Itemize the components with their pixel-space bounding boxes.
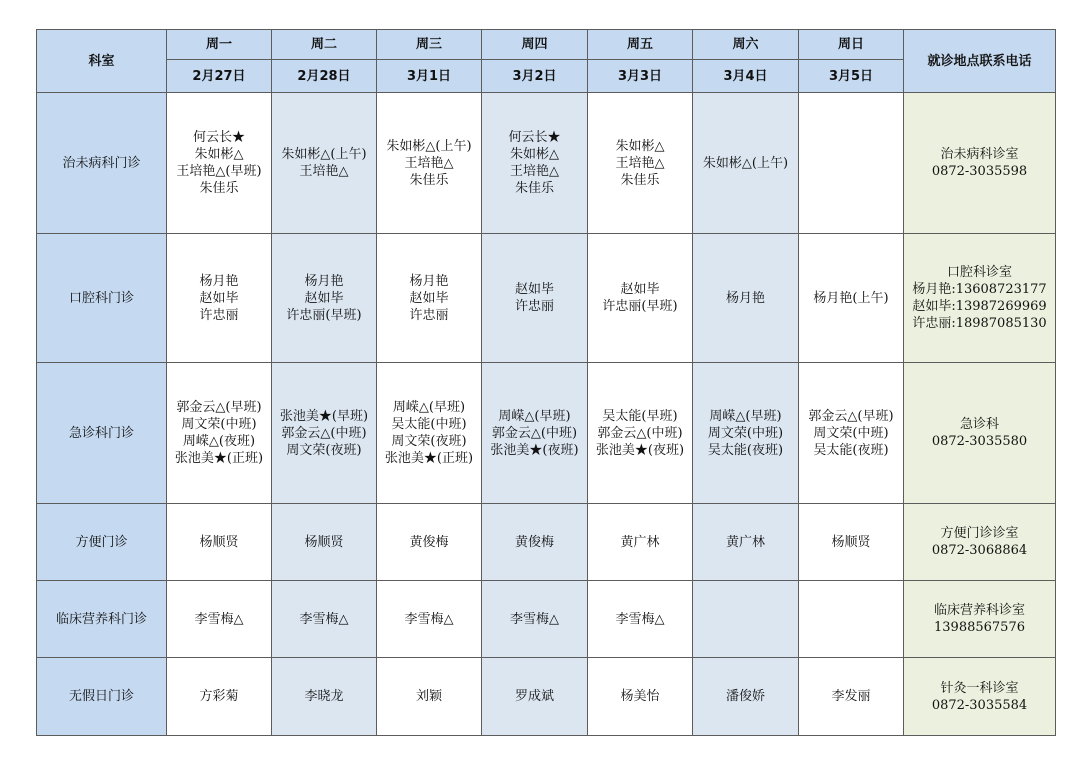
schedule-cell: [588, 363, 693, 504]
doctor-entry: 朱佳乐: [620, 172, 660, 188]
contact-line: 杨月艳:13608723177: [912, 282, 1047, 297]
schedule-cell: [272, 504, 377, 581]
contact-line: 0872-3068864: [931, 543, 1028, 558]
doctor-entry: 杨顺贤: [831, 534, 871, 550]
doctor-entry: 许忠丽: [409, 307, 449, 323]
schedule-cell: [799, 234, 904, 363]
doctor-entry: 朱如彬△: [194, 147, 244, 162]
doctor-entry: 杨月艳(上午): [813, 290, 889, 306]
schedule-cell: [377, 581, 482, 658]
contact-cell: [904, 581, 1056, 658]
dept-name-cell: 临床营养科门诊: [37, 581, 167, 658]
contact-line: 方便门诊诊室: [940, 526, 1019, 541]
doctor-entry: 张池美★(正班): [174, 451, 264, 466]
schedule-cell: [588, 504, 693, 581]
date-header: 3月1日: [377, 60, 482, 93]
doctor-entry: 王培艳△: [404, 155, 454, 171]
contact-line: 临床营养科诊室: [933, 603, 1025, 618]
dept-name-cell: 无假日门诊: [37, 658, 167, 736]
contact-line: 赵如毕:13987269969: [912, 299, 1047, 314]
schedule-cell: [693, 363, 799, 504]
doctor-entry: 周文荣(夜班): [286, 442, 362, 458]
date-header: 3月5日: [799, 60, 904, 93]
contact-line: 0872-3035584: [931, 697, 1028, 713]
doctor-entry: 朱佳乐: [199, 181, 239, 196]
schedule-cell: [693, 234, 799, 363]
schedule-cell: [377, 234, 482, 363]
doctor-entry: 李晓龙: [304, 689, 344, 704]
doctor-entry: 李雪梅△: [194, 611, 244, 627]
doctor-entry: 黄广林: [725, 534, 765, 550]
schedule-cell: [799, 581, 904, 658]
doctor-entry: 杨月艳: [725, 290, 765, 306]
doctor-entry: 朱如彬△(上午): [702, 155, 789, 171]
doctor-entry: 李雪梅△: [299, 611, 349, 627]
doctor-entry: 郭金云△(中班): [491, 425, 578, 441]
doctor-entry: 吴太能(夜班): [707, 442, 784, 458]
doctor-entry: 吴太能(早班): [602, 408, 678, 424]
doctor-entry: 何云长★: [508, 130, 561, 145]
table-row: [37, 504, 1056, 581]
dept-name-cell: 治未病科门诊: [37, 93, 167, 234]
schedule-cell: [588, 234, 693, 363]
doctor-entry: 刘颖: [415, 689, 442, 704]
weekday-header: 周三: [377, 30, 482, 60]
contact-line: 0872-3035598: [931, 164, 1028, 179]
doctor-entry: 李发丽: [831, 689, 871, 704]
doctor-entry: 王培艳△: [615, 155, 665, 171]
table-row: [37, 93, 1056, 234]
doctor-entry: 郭金云△(中班): [597, 425, 683, 441]
weekday-header: 周四: [482, 30, 588, 60]
schedule-cell: [799, 658, 904, 736]
dept-name-cell: 急诊科门诊: [37, 363, 167, 504]
table-row: [37, 658, 1056, 736]
schedule-cell: [482, 581, 588, 658]
schedule-cell: [377, 363, 482, 504]
doctor-entry: 许忠丽(早班): [602, 299, 678, 314]
schedule-cell: [272, 363, 377, 504]
doctor-entry: 王培艳△(早班): [176, 164, 262, 179]
schedule-cell: [167, 363, 272, 504]
doctor-entry: 许忠丽(早班): [286, 307, 362, 323]
doctor-entry: 朱如彬△(上午): [386, 138, 472, 154]
contact-line: 口腔科诊室: [946, 265, 1012, 280]
dept-name-cell: 方便门诊: [37, 504, 167, 581]
doctor-entry: 周嵘△(早班): [498, 408, 571, 424]
schedule-cell: [482, 658, 588, 736]
table-row: [37, 234, 1056, 363]
doctor-entry: 朱如彬△(上午): [281, 147, 367, 162]
table-row: [37, 581, 1056, 658]
schedule-cell: [272, 93, 377, 234]
table-body: [37, 93, 1056, 736]
contact-cell: [904, 504, 1056, 581]
doctor-entry: 朱佳乐: [514, 181, 554, 196]
doctor-entry: 周嵘△(早班): [709, 408, 782, 424]
contact-line: 0872-3035580: [931, 434, 1028, 449]
doctor-entry: 赵如毕: [304, 290, 344, 306]
date-header: 3月3日: [588, 60, 693, 93]
schedule-cell: [693, 658, 799, 736]
date-header: 2月28日: [272, 60, 377, 93]
date-header: 2月27日: [167, 60, 272, 93]
doctor-entry: 杨顺贤: [199, 534, 239, 550]
dept-column-header: 科室: [37, 30, 167, 93]
doctor-entry: 李雪梅△: [404, 611, 454, 627]
doctor-entry: 赵如毕: [620, 282, 660, 297]
contact-column-header: 就诊地点联系电话: [904, 30, 1056, 93]
contact-line: 急诊科: [959, 417, 999, 432]
schedule-cell: [588, 93, 693, 234]
doctor-entry: 朱如彬△: [510, 147, 559, 162]
doctor-entry: 罗成斌: [514, 689, 554, 704]
doctor-entry: 潘俊娇: [725, 689, 765, 704]
schedule-cell: [693, 581, 799, 658]
weekday-header: 周五: [588, 30, 693, 60]
schedule-cell: [693, 93, 799, 234]
doctor-entry: 吴太能(夜班): [813, 442, 889, 458]
doctor-entry: 朱佳乐: [409, 172, 449, 188]
contact-cell: [904, 363, 1056, 504]
schedule-cell: [693, 504, 799, 581]
weekday-header: 周六: [693, 30, 799, 60]
contact-line: 13988567576: [934, 620, 1025, 635]
schedule-cell: [272, 234, 377, 363]
schedule-cell: [799, 93, 904, 234]
schedule-cell: [482, 363, 588, 504]
doctor-entry: 赵如毕: [514, 282, 554, 297]
doctor-entry: 周文荣(夜班): [391, 434, 467, 449]
doctor-entry: 杨月艳: [409, 273, 449, 289]
doctor-entry: 赵如毕: [409, 290, 449, 306]
schedule-cell: [588, 658, 693, 736]
doctor-entry: 周文荣(中班): [813, 425, 889, 441]
doctor-entry: 张池美★(夜班): [595, 442, 685, 458]
doctor-entry: 郭金云△(中班): [281, 425, 367, 441]
contact-line: 治未病科诊室: [940, 147, 1019, 162]
table-header: [37, 30, 1056, 93]
doctor-entry: 杨顺贤: [304, 534, 344, 550]
schedule-cell: [377, 658, 482, 736]
doctor-entry: 黄俊梅: [409, 534, 449, 550]
doctor-entry: 杨月艳: [199, 273, 239, 289]
schedule-cell: [799, 504, 904, 581]
doctor-entry: 周嵘△(夜班): [182, 434, 256, 449]
schedule-cell: [167, 658, 272, 736]
schedule-cell: [482, 93, 588, 234]
weekday-header: 周一: [167, 30, 272, 60]
duty-schedule-table: [36, 29, 1056, 736]
doctor-entry: 王培艳△: [299, 164, 349, 179]
weekday-header: 周二: [272, 30, 377, 60]
doctor-entry: 李雪梅△: [615, 611, 665, 627]
table-row: [37, 363, 1056, 504]
contact-cell: [904, 658, 1056, 736]
doctor-entry: 王培艳△: [510, 164, 559, 179]
schedule-cell: [482, 234, 588, 363]
doctor-entry: 李雪梅△: [510, 611, 559, 627]
doctor-entry: 郭金云△(早班): [176, 400, 262, 415]
doctor-entry: 杨美怡: [620, 689, 660, 704]
contact-cell: [904, 93, 1056, 234]
date-header: 3月4日: [693, 60, 799, 93]
schedule-cell: [167, 93, 272, 234]
doctor-entry: 吴太能(中班): [391, 417, 467, 432]
schedule-cell: [272, 658, 377, 736]
contact-cell: [904, 234, 1056, 363]
schedule-cell: [377, 93, 482, 234]
doctor-entry: 杨月艳: [304, 273, 344, 289]
weekday-header: 周日: [799, 30, 904, 60]
doctor-entry: 黄俊梅: [514, 534, 554, 550]
doctor-entry: 周文荣(中班): [181, 417, 257, 432]
doctor-entry: 张池美★(早班): [279, 408, 369, 424]
doctor-entry: 何云长★: [192, 130, 245, 145]
schedule-cell: [272, 581, 377, 658]
doctor-entry: 郭金云△(早班): [808, 408, 894, 424]
date-header: 3月2日: [482, 60, 588, 93]
doctor-entry: 方彩菊: [199, 689, 239, 704]
schedule-cell: [167, 504, 272, 581]
doctor-entry: 许忠丽: [514, 299, 554, 314]
schedule-cell: [167, 234, 272, 363]
doctor-entry: 张池美★(夜班): [490, 442, 579, 458]
dept-name-cell: 口腔科门诊: [37, 234, 167, 363]
doctor-entry: 周文荣(中班): [707, 425, 784, 441]
doctor-entry: 黄广林: [620, 534, 660, 550]
doctor-entry: 朱如彬△: [615, 138, 665, 154]
doctor-entry: 周嵘△(早班): [392, 400, 466, 415]
schedule-cell: [167, 581, 272, 658]
doctor-entry: 赵如毕: [199, 290, 239, 306]
contact-line: 针灸一科诊室: [940, 680, 1019, 696]
schedule-cell: [799, 363, 904, 504]
schedule-cell: [482, 504, 588, 581]
doctor-entry: 许忠丽: [199, 307, 239, 323]
schedule-cell: [377, 504, 482, 581]
schedule-cell: [588, 581, 693, 658]
doctor-entry: 张池美★(正班): [384, 451, 474, 466]
contact-line: 许忠丽:18987085130: [912, 316, 1047, 331]
